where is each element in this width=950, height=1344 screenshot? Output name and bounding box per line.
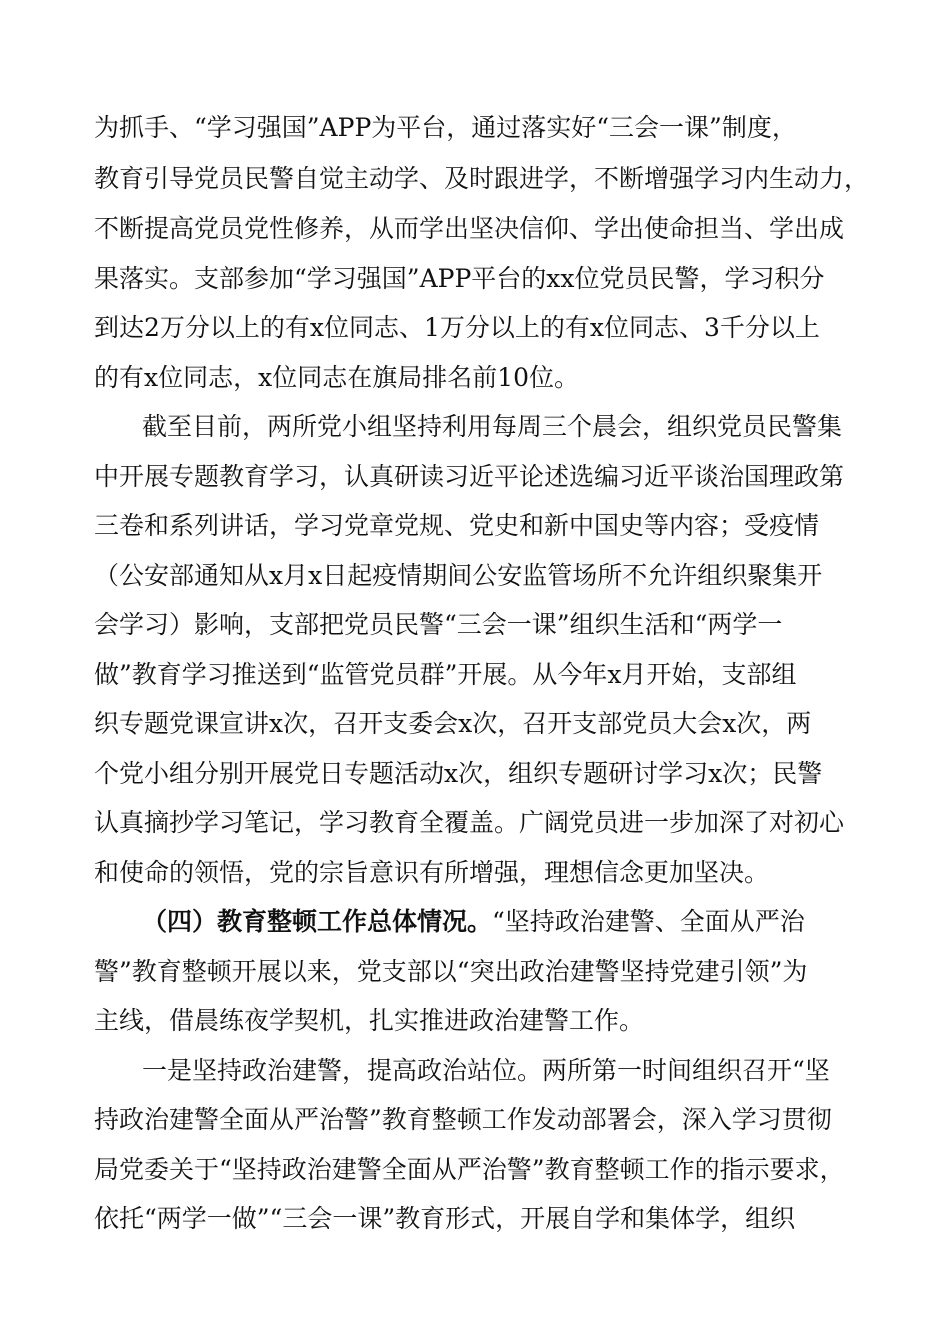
paragraph-line-5: 到达2万分以上的有x位同志、1万分以上的有x位同志、3千分以上	[94, 313, 820, 342]
paragraph-line-22: 局党委关于“坚持政治建警全面从严治警”教育整顿工作的指示要求，	[94, 1155, 845, 1184]
paragraph-line-15: 认真摘抄学习笔记，学习教育全覆盖。广阔党员进一步加深了对初心	[94, 808, 845, 837]
paragraph-line-7: 截至目前，两所党小组坚持利用每周三个晨会，组织党员民警集	[142, 412, 843, 441]
paragraph-line-8: 中开展专题教育学习，认真研读习近平论述选编习近平谈治国理政第	[94, 462, 845, 491]
paragraph-line-13: 织专题党课宣讲x次，召开支委会x次，召开支部党员大会x次，两	[94, 709, 812, 738]
paragraph-line-9: 三卷和系列讲话，学习党章党规、党史和新中国史等内容；受疫情	[94, 511, 820, 540]
paragraph-line-10: （公安部通知从x月x日起疫情期间公安监管场所不允许组织聚集开	[94, 561, 823, 590]
paragraph-line-16: 和使命的领悟，党的宗旨意识有所增强，理想信念更加坚决。	[94, 858, 770, 887]
paragraph-line-12: 做”教育学习推送到“监管党员群”开展。从今年x月开始，支部组	[94, 660, 797, 689]
paragraph-line-3: 不断提高党员党性修养，从而学出坚决信仰、学出使命担当、学出成	[94, 214, 845, 243]
paragraph-line-18: 警”教育整顿开展以来，党支部以“突出政治建警坚持党建引领”为	[94, 957, 808, 986]
paragraph-line-23: 依托“两学一做”“三会一课”教育形式，开展自学和集体学，组织	[94, 1204, 796, 1233]
section-heading: （四）教育整顿工作总体情况。	[142, 907, 493, 936]
paragraph-line-20: 一是坚持政治建警，提高政治站位。两所第一时间组织召开“坚	[142, 1056, 830, 1085]
paragraph-line-21: 持政治建警全面从严治警”教育整顿工作发动部署会，深入学习贯彻	[94, 1105, 832, 1134]
paragraph-line-4: 果落实。支部参加“学习强国”APP平台的xx位党员民警，学习积分	[94, 264, 825, 293]
paragraph-line-11: 会学习）影响，支部把党员民警“三会一课”组织生活和“两学一	[94, 610, 783, 639]
paragraph-line-1: 为抓手、“学习强国”APP为平台，通过落实好“三会一课”制度，	[94, 113, 797, 142]
paragraph-line-14: 个党小组分别开展党日专题活动x次，组织专题研讨学习x次；民警	[94, 759, 823, 788]
section-heading-continuation: “坚持政治建警、全面从严治	[492, 907, 805, 936]
section-heading-line	[142, 906, 874, 938]
paragraph-line-6: 的有x位同志，x位同志在旗局排名前10位。	[94, 363, 580, 392]
paragraph-line-19: 主线，借晨练夜学契机，扎实推进政治建警工作。	[94, 1006, 645, 1035]
paragraph-line-2: 教育引导党员民警自觉主动学、及时跟进学，不断增强学习内生动力，	[94, 164, 870, 193]
